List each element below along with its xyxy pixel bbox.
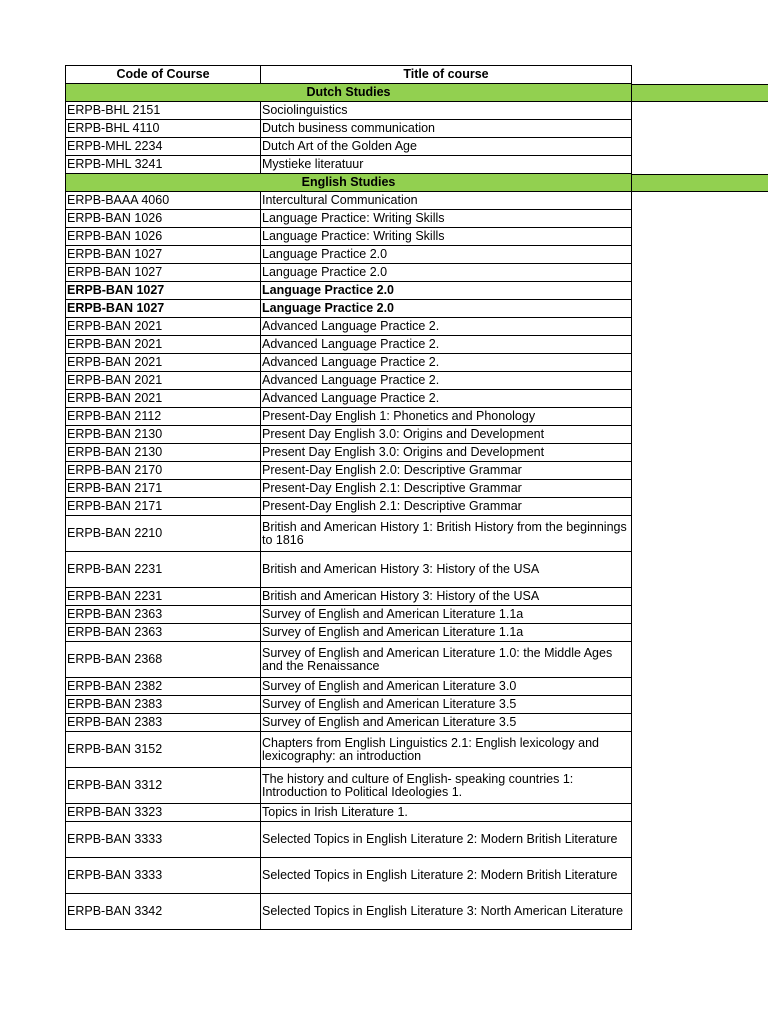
course-title-cell: British and American History 3: History of the USA xyxy=(261,552,632,588)
course-table xyxy=(65,65,632,930)
table-row xyxy=(66,768,632,804)
course-code-cell: ERPB-BAN 2231 xyxy=(66,588,261,606)
course-code-cell: ERPB-BAN 1027 xyxy=(66,264,261,282)
course-title-cell: Survey of English and American Literature 1.0: the Middle Ages and the Renaissance xyxy=(261,642,632,678)
course-title-cell: The history and culture of English- speaking countries 1: Introduction to Political Ideologies 1. xyxy=(261,768,632,804)
course-code-cell: ERPB-MHL 3241 xyxy=(66,156,261,174)
course-code-cell: ERPB-BAN 2021 xyxy=(66,354,261,372)
course-title-cell: Present-Day English 1: Phonetics and Phonology xyxy=(261,408,632,426)
course-code-cell: ERPB-BAN 3333 xyxy=(66,822,261,858)
course-code-cell: ERPB-BAN 2171 xyxy=(66,480,261,498)
course-code-cell: ERPB-BAN 2171 xyxy=(66,498,261,516)
table-row xyxy=(66,408,632,426)
course-code-cell: ERPB-BAN 2383 xyxy=(66,696,261,714)
table-row xyxy=(66,156,632,174)
course-code-cell: ERPB-BAN 3342 xyxy=(66,894,261,930)
table-body xyxy=(66,84,632,930)
table-row xyxy=(66,228,632,246)
section-header-row xyxy=(66,84,632,102)
course-title-cell: Language Practice: Writing Skills xyxy=(261,210,632,228)
course-title-cell: Language Practice 2.0 xyxy=(261,246,632,264)
course-code-cell: ERPB-BAN 3312 xyxy=(66,768,261,804)
table-row xyxy=(66,102,632,120)
table-row xyxy=(66,822,632,858)
course-code-cell: ERPB-BAN 2112 xyxy=(66,408,261,426)
table-row xyxy=(66,516,632,552)
course-code-cell: ERPB-BAN 2170 xyxy=(66,462,261,480)
table-row xyxy=(66,552,632,588)
table-row xyxy=(66,606,632,624)
course-code-cell: ERPB-BAN 2382 xyxy=(66,678,261,696)
table-row xyxy=(66,624,632,642)
course-code-cell: ERPB-BHL 2151 xyxy=(66,102,261,120)
course-code-cell: ERPB-BAN 3333 xyxy=(66,858,261,894)
course-title-cell: British and American History 3: History of the USA xyxy=(261,588,632,606)
table-row xyxy=(66,498,632,516)
course-title-cell: Survey of English and American Literature 3.5 xyxy=(261,696,632,714)
course-code-cell: ERPB-BAN 2130 xyxy=(66,444,261,462)
course-title-cell: Language Practice: Writing Skills xyxy=(261,228,632,246)
course-title-cell: Language Practice 2.0 xyxy=(261,300,632,318)
course-title-cell: Survey of English and American Literature 1.1a xyxy=(261,624,632,642)
table-row xyxy=(66,120,632,138)
table-row xyxy=(66,678,632,696)
course-code-cell: ERPB-BAN 2231 xyxy=(66,552,261,588)
course-code-cell: ERPB-BAN 1026 xyxy=(66,210,261,228)
section-band-extension xyxy=(632,84,768,102)
course-code-cell: ERPB-BAN 3152 xyxy=(66,732,261,768)
table-row xyxy=(66,192,632,210)
table-row xyxy=(66,336,632,354)
course-code-cell: ERPB-BAN 1026 xyxy=(66,228,261,246)
table-row xyxy=(66,426,632,444)
table-row xyxy=(66,264,632,282)
course-title-cell: Survey of English and American Literature 3.0 xyxy=(261,678,632,696)
course-title-cell: Selected Topics in English Literature 2: Modern British Literature xyxy=(261,822,632,858)
header-row xyxy=(66,66,632,84)
table-row xyxy=(66,210,632,228)
course-code-cell: ERPB-BAN 1027 xyxy=(66,246,261,264)
course-title-cell: Selected Topics in English Literature 3: North American Literature xyxy=(261,894,632,930)
course-code-cell: ERPB-BAN 2363 xyxy=(66,624,261,642)
course-code-cell: ERPB-BAN 2021 xyxy=(66,390,261,408)
course-code-cell: ERPB-BAN 2021 xyxy=(66,372,261,390)
course-title-cell: Present Day English 3.0: Origins and Development xyxy=(261,426,632,444)
course-code-cell: ERPB-BAN 2210 xyxy=(66,516,261,552)
table-row xyxy=(66,444,632,462)
section-header-label: Dutch Studies xyxy=(66,84,632,102)
course-title-cell: Language Practice 2.0 xyxy=(261,264,632,282)
course-title-cell: Intercultural Communication xyxy=(261,192,632,210)
course-code-cell: ERPB-BAN 2130 xyxy=(66,426,261,444)
table-row xyxy=(66,588,632,606)
table-row xyxy=(66,642,632,678)
course-title-cell: Advanced Language Practice 2. xyxy=(261,372,632,390)
course-title-cell: Mystieke literatuur xyxy=(261,156,632,174)
table-row xyxy=(66,696,632,714)
course-title-cell: Dutch business communication xyxy=(261,120,632,138)
table-row xyxy=(66,804,632,822)
course-code-cell: ERPB-BAN 3323 xyxy=(66,804,261,822)
table-row xyxy=(66,732,632,768)
course-title-cell: Sociolinguistics xyxy=(261,102,632,120)
course-title-cell: Chapters from English Linguistics 2.1: English lexicology and lexicography: an introduction xyxy=(261,732,632,768)
course-title-cell: Language Practice 2.0 xyxy=(261,282,632,300)
table-row xyxy=(66,138,632,156)
table-row xyxy=(66,372,632,390)
course-code-cell: ERPB-BAN 2383 xyxy=(66,714,261,732)
section-header-row xyxy=(66,174,632,192)
table-row xyxy=(66,480,632,498)
course-code-cell: ERPB-BAN 2021 xyxy=(66,336,261,354)
section-header-label: English Studies xyxy=(66,174,632,192)
course-code-cell: ERPB-BAN 1027 xyxy=(66,282,261,300)
table-row xyxy=(66,390,632,408)
course-code-cell: ERPB-BAN 2368 xyxy=(66,642,261,678)
course-title-cell: Dutch Art of the Golden Age xyxy=(261,138,632,156)
course-title-cell: Topics in Irish Literature 1. xyxy=(261,804,632,822)
course-title-cell: Selected Topics in English Literature 2: Modern British Literature xyxy=(261,858,632,894)
code-column-header: Code of Course xyxy=(66,66,261,84)
course-code-cell: ERPB-BAAA 4060 xyxy=(66,192,261,210)
course-code-cell: ERPB-BHL 4110 xyxy=(66,120,261,138)
table-row xyxy=(66,282,632,300)
table-row xyxy=(66,354,632,372)
course-title-cell: Survey of English and American Literature 1.1a xyxy=(261,606,632,624)
course-title-cell: Survey of English and American Literature 3.5 xyxy=(261,714,632,732)
table-row xyxy=(66,714,632,732)
section-band-extension xyxy=(632,174,768,192)
course-title-cell: Present-Day English 2.0: Descriptive Grammar xyxy=(261,462,632,480)
title-column-header: Title of course xyxy=(261,66,632,84)
course-title-cell: Present-Day English 2.1: Descriptive Grammar xyxy=(261,480,632,498)
table-row xyxy=(66,894,632,930)
table-row xyxy=(66,318,632,336)
course-code-cell: ERPB-BAN 2363 xyxy=(66,606,261,624)
table-row xyxy=(66,858,632,894)
course-title-cell: Advanced Language Practice 2. xyxy=(261,354,632,372)
course-title-cell: Advanced Language Practice 2. xyxy=(261,336,632,354)
table-row xyxy=(66,462,632,480)
course-title-cell: Advanced Language Practice 2. xyxy=(261,318,632,336)
course-code-cell: ERPB-BAN 2021 xyxy=(66,318,261,336)
course-title-cell: Present Day English 3.0: Origins and Development xyxy=(261,444,632,462)
table-row xyxy=(66,300,632,318)
course-title-cell: Present-Day English 2.1: Descriptive Grammar xyxy=(261,498,632,516)
course-code-cell: ERPB-BAN 1027 xyxy=(66,300,261,318)
table-row xyxy=(66,246,632,264)
course-code-cell: ERPB-MHL 2234 xyxy=(66,138,261,156)
course-title-cell: Advanced Language Practice 2. xyxy=(261,390,632,408)
course-title-cell: British and American History 1: British History from the beginnings to 1816 xyxy=(261,516,632,552)
